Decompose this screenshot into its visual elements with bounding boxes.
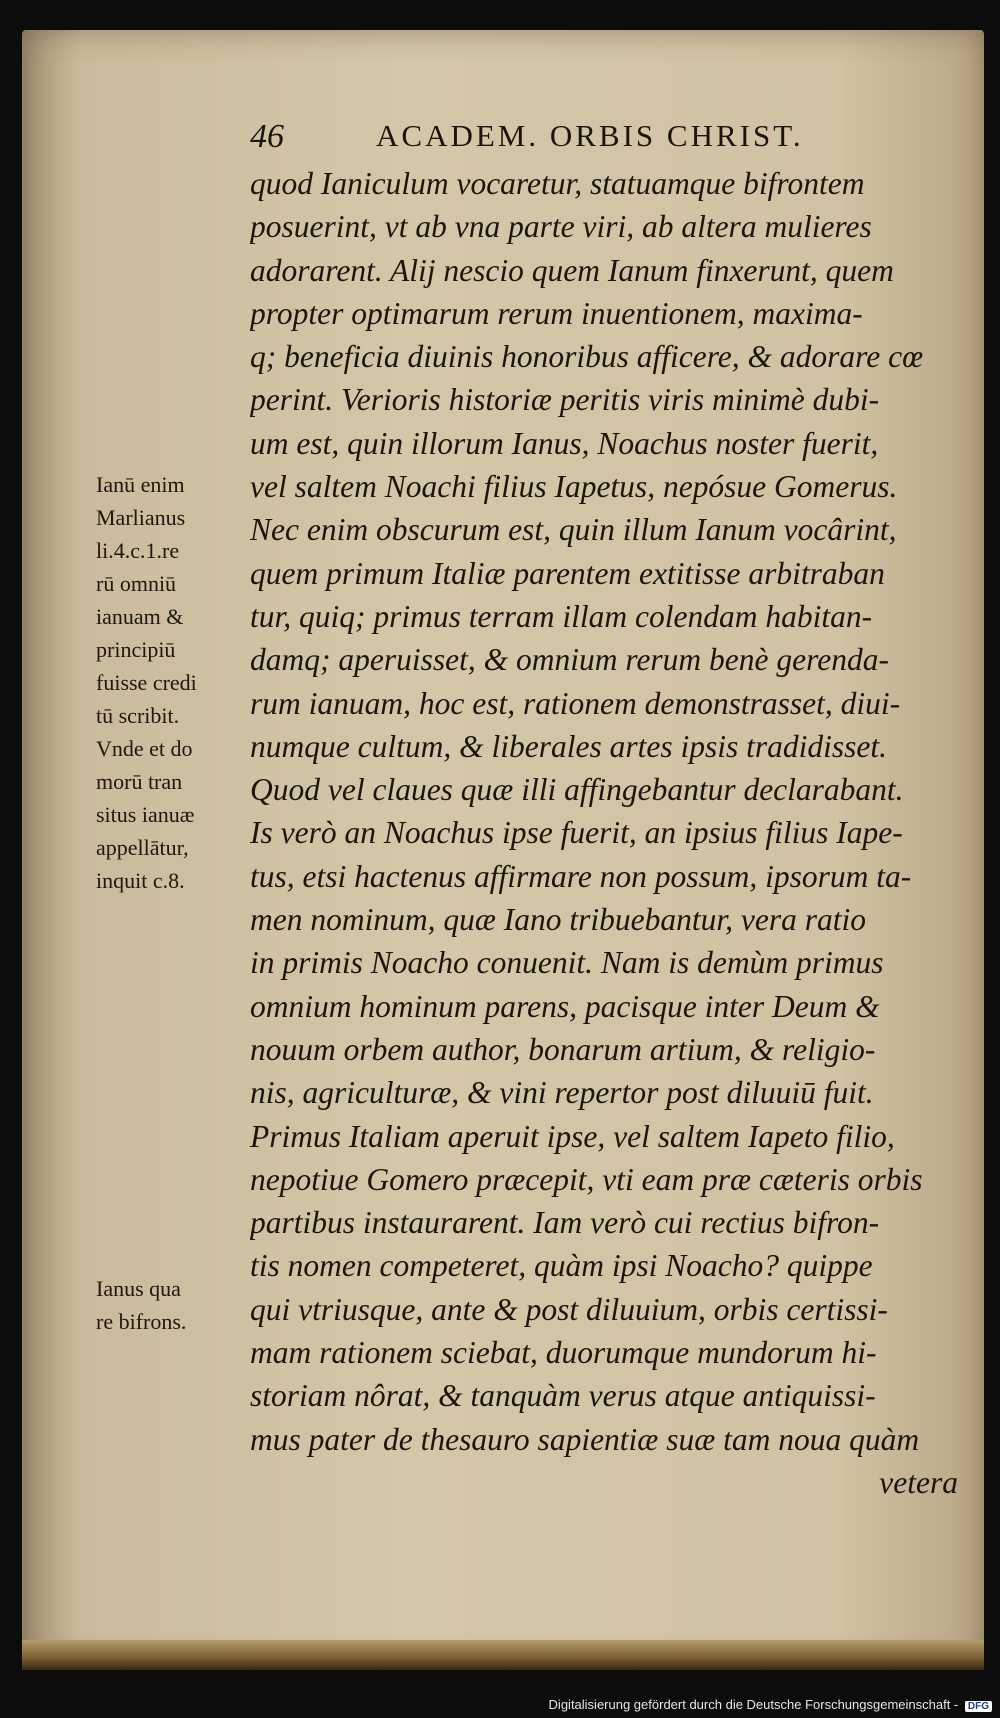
marginal-note-ianus-marlianus xyxy=(96,468,197,897)
text-line: Nec enim obscurum est, quin illum Ianum vocârint, xyxy=(250,512,897,548)
marginal-note-line: Ianū enim xyxy=(96,472,185,497)
main-text-block xyxy=(250,162,962,1504)
text-line: um est, quin illorum Ianus, Noachus noster fuerit, xyxy=(250,425,879,461)
digitization-footer xyxy=(0,1697,992,1712)
text-line: tis nomen competeret, quàm ipsi Noacho? quippe xyxy=(250,1248,873,1284)
text-line: numque cultum, & liberales artes ipsis tradidisset. xyxy=(250,728,887,764)
text-line: posuerint, vt ab vna parte viri, ab altera mulieres xyxy=(250,209,872,245)
marginal-note-line: re bifrons. xyxy=(96,1309,187,1334)
text-line: Primus Italiam aperuit ipse, vel saltem Iapeto filio, xyxy=(250,1118,895,1154)
marginal-note-line: inquit c.8. xyxy=(96,868,185,893)
text-line: adorarent. Alij nescio quem Ianum finxerunt, quem xyxy=(250,252,894,288)
page-bottom-edge xyxy=(22,1640,984,1670)
page-number: 46 xyxy=(250,118,284,155)
text-line: nepotiue Gomero præcepit, vti eam præ cæteris orbis xyxy=(250,1161,923,1197)
text-line: nouum orbem author, bonarum artium, & religio- xyxy=(250,1031,876,1067)
marginal-note-line: tū scribit. xyxy=(96,703,180,728)
dfg-logo: DFG xyxy=(965,1701,992,1712)
running-title: ACADEM. ORBIS CHRIST. xyxy=(376,118,804,153)
text-line: rum ianuam, hoc est, rationem demonstrasset, diui- xyxy=(250,685,901,721)
text-line: qui vtriusque, ante & post diluuium, orbis certissi- xyxy=(250,1291,888,1327)
text-line: nis, agriculturæ, & vini repertor post diluuiū fuit. xyxy=(250,1075,874,1111)
marginal-note-line: li.4.c.1.re xyxy=(96,538,180,563)
marginal-note-line: Vnde et do xyxy=(96,736,193,761)
text-line: omnium hominum parens, pacisque inter Deum & xyxy=(250,988,880,1024)
marginal-note-line: rū omniū xyxy=(96,571,177,596)
text-line: tus, etsi hactenus affirmare non possum, ipsorum ta- xyxy=(250,858,912,894)
marginal-note-ianus-bifrons xyxy=(96,1272,186,1338)
text-line: Quod vel claues quæ illi affingebantur declarabant. xyxy=(250,772,904,808)
marginal-note-line: morū tran xyxy=(96,769,183,794)
text-line: quod Ianiculum vocaretur, statuamque bifrontem xyxy=(250,166,865,201)
text-line: propter optimarum rerum inuentionem, maxima- xyxy=(250,295,863,331)
text-line: storiam nôrat, & tanquàm verus atque antiquissi- xyxy=(250,1378,876,1414)
text-line: partibus instaurarent. Iam verò cui rectius bifron- xyxy=(250,1205,880,1241)
marginal-note-line: principiū xyxy=(96,637,176,662)
text-line: mam rationem sciebat, duorumque mundorum hi- xyxy=(250,1335,877,1371)
marginal-note-line: situs ianuæ xyxy=(96,802,195,827)
text-line: tur, quiq; primus terram illam colendam habitan- xyxy=(250,598,873,634)
catchword: vetera xyxy=(879,1464,958,1500)
marginal-note-line: fuisse credi xyxy=(96,670,197,695)
text-line: in primis Noacho conuenit. Nam is demùm primus xyxy=(250,945,884,981)
text-line: mus pater de thesauro sapientiæ suæ tam noua quàm xyxy=(250,1421,920,1457)
text-line: damq; aperuisset, & omnium rerum benè gerenda- xyxy=(250,642,889,678)
page-header xyxy=(250,118,890,158)
marginal-note-line: Marlianus xyxy=(96,505,186,530)
text-line: quem primum Italiæ parentem extitisse arbitraban xyxy=(250,555,885,591)
text-line: vel saltem Noachi filius Iapetus, nepósue Gomerus. xyxy=(250,469,898,505)
marginal-note-line: Ianus qua xyxy=(96,1276,181,1301)
marginal-note-line: ianuam & xyxy=(96,604,184,629)
text-line: q; beneficia diuinis honoribus afficere, & adorare cœ xyxy=(250,339,924,375)
footer-credit: Digitalisierung gefördert durch die Deutsche Forschungsgemeinschaft - xyxy=(548,1697,959,1712)
text-line: Is verò an Noachus ipse fuerit, an ipsius filius Iape- xyxy=(250,815,903,851)
marginal-note-line: appellātur, xyxy=(96,835,189,860)
text-line: men nominum, quæ Iano tribuebantur, vera ratio xyxy=(250,902,866,938)
text-line: perint. Verioris historiæ peritis viris minimè dubi- xyxy=(250,382,880,418)
